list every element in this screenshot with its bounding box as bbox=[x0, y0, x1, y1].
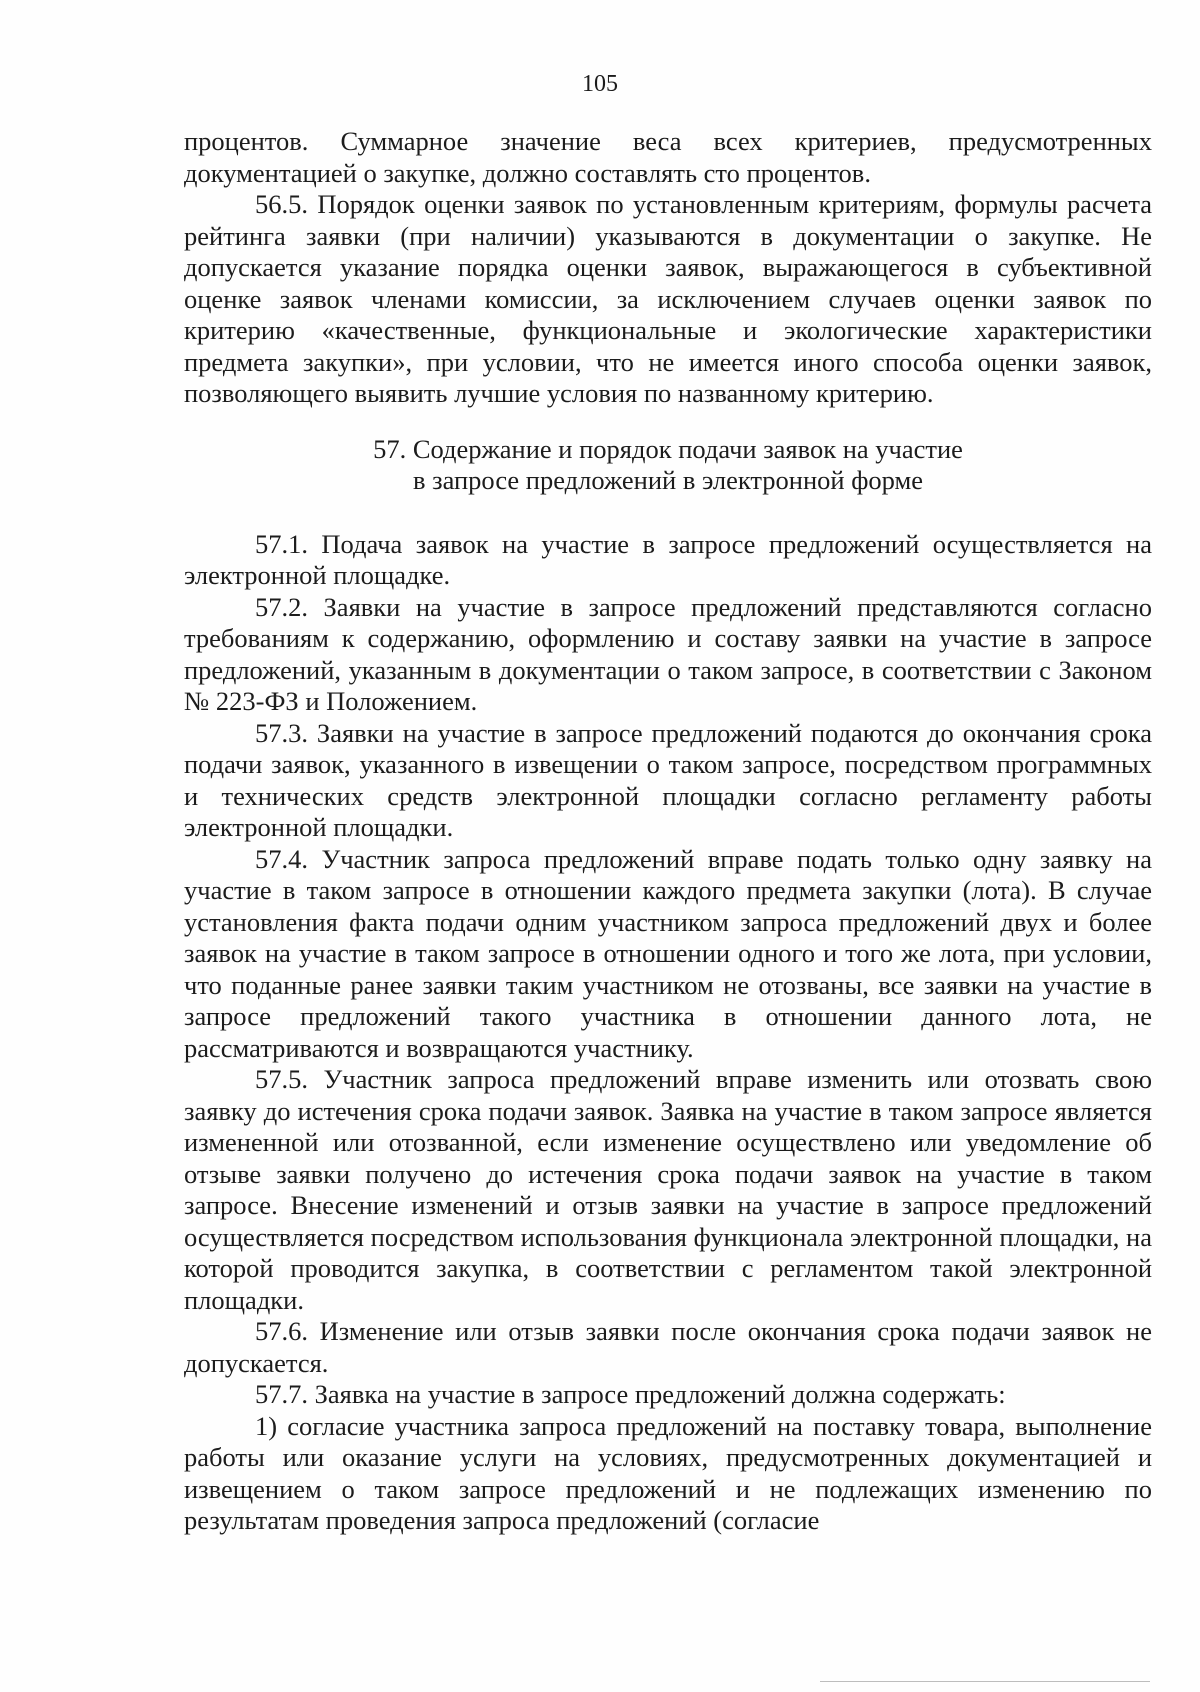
paragraph-57-6: 57.6. Изменение или отзыв заявки после окончания срока подачи заявок не допускается. bbox=[184, 1316, 1152, 1378]
paragraph-56-5: 56.5. Порядок оценки заявок по установленным критериям, формулы расчета рейтинга заявки (при наличии) указываются в документации о закупке. Не допускается указание порядка оценки заявок, выражающегося в субъективной оценке заявок членами комиссии, за исключением случаев оценки заявок по критерию «качественные, функциональные и экологические характеристики предмета закупки», при условии, что не имеется иного способа оценки заявок, позволяющего выявить лучшие условия по названному критерию. bbox=[184, 189, 1152, 408]
paragraph-continuation: процентов. Суммарное значение веса всех критериев, предусмотренных документацией о закупке, должно составлять сто процентов. bbox=[184, 126, 1152, 188]
section-heading-line-2: в запросе предложений в электронной форме bbox=[412, 465, 924, 495]
list-item-1: 1) согласие участника запроса предложений на поставку товара, выполнение работы или оказание услуги на условиях, предусмотренных документацией и извещением о таком запросе предложений и не подлежащих изменению по результатам проведения запроса предложений (согласие bbox=[184, 1410, 1152, 1535]
section-heading-line-1: 57. Содержание и порядок подачи заявок на участие bbox=[373, 433, 963, 464]
paragraph-57-4: 57.4. Участник запроса предложений вправе подать только одну заявку на участие в таком запросе в отношении каждого предмета закупки (лота). В случае установления факта подачи одним участником запроса предложений двух и более заявок на участие в таком запросе в отношении одного и того же лота, при условии, что поданные ранее заявки таким участником не отозваны, все заявки на участие в запросе предложений такого участника в отношении данного лота, не рассматриваются и возвращаются участнику. bbox=[184, 843, 1152, 1063]
paragraph-57-3: 57.3. Заявки на участие в запросе предложений подаются до окончания срока подачи заявок, указанного в извещении о таком запросе, посредством программных и технических средств электронной площадки согласно регламенту работы электронной площадки. bbox=[184, 717, 1152, 842]
paragraph-57-5: 57.5. Участник запроса предложений вправе изменить или отозвать свою заявку до истечения срока подачи заявок. Заявка на участие в таком запросе является измененной или отозванной, если изменение осуществлено или уведомление об отзыве заявки получено до истечения срока подачи заявок на участие в таком запросе. Внесение изменений и отзыв заявки на участие в запросе предложений осуществляется посредством использования функционала электронной площадки, на которой проводится закупка, в соответствии с регламентом такой электронной площадки. bbox=[184, 1064, 1152, 1315]
document-body bbox=[184, 126, 1152, 1537]
paragraph-57-7: 57.7. Заявка на участие в запросе предложений должна содержать: bbox=[255, 1379, 1006, 1409]
paragraph-57-1: 57.1. Подача заявок на участие в запросе предложений осуществляется на электронной площадке. bbox=[184, 528, 1152, 590]
section-heading bbox=[184, 434, 1152, 497]
scan-edge-line bbox=[820, 1681, 1150, 1682]
page-number: 105 bbox=[582, 71, 618, 97]
paragraph-57-2: 57.2. Заявки на участие в запросе предложений представляются согласно требованиям к содержанию, оформлению и составу заявки на участие в запросе предложений, указанным в документации о таком запросе, в соответствии с Законом № 223-ФЗ и Положением. bbox=[184, 591, 1152, 716]
